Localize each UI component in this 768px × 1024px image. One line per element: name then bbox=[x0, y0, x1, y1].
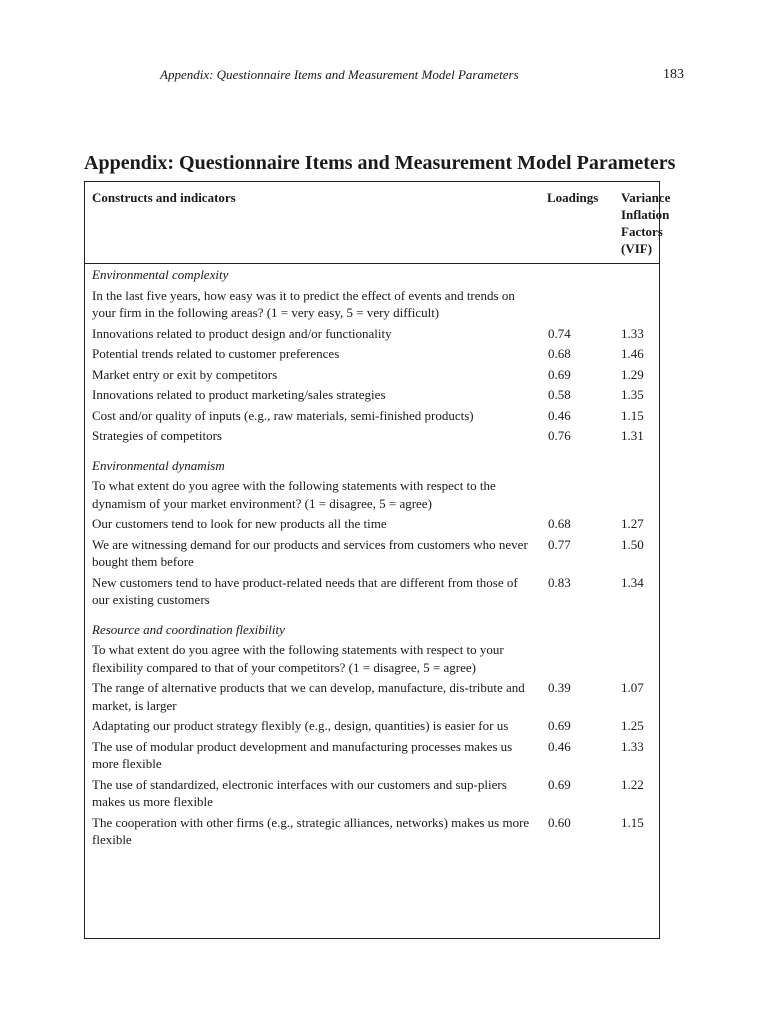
page-number: 183 bbox=[663, 67, 684, 82]
table-row bbox=[92, 386, 652, 404]
indicator-text: The use of modular product development and manufacturing processes makes us more flexible bbox=[92, 738, 513, 771]
column-header-vif bbox=[621, 189, 681, 257]
loading-value: 0.69 bbox=[548, 718, 571, 733]
section-heading: Resource and coordination flexibility bbox=[92, 621, 285, 637]
vif-value: 1.34 bbox=[621, 574, 644, 590]
loading-value: 0.46 bbox=[548, 407, 571, 423]
table-header bbox=[85, 182, 671, 264]
running-header bbox=[160, 67, 684, 83]
vif-value: 1.25 bbox=[621, 718, 644, 733]
table-row bbox=[92, 717, 652, 735]
table-row bbox=[92, 574, 652, 609]
loading-value: 0.76 bbox=[548, 428, 571, 443]
section-intro: In the last five years, how easy was it to predict the effect of events and trends on your firm in the following areas? (1 = very easy, 5 = very difficult) bbox=[92, 287, 515, 320]
vif-value: 1.46 bbox=[621, 346, 644, 361]
table-row bbox=[92, 345, 652, 363]
loading-value: 0.58 bbox=[548, 387, 571, 402]
loading-value: 0.60 bbox=[548, 814, 571, 830]
loading-value: 0.69 bbox=[548, 366, 571, 382]
indicator-text: The use of standardized, electronic interfaces with our customers and sup-pliers makes us more flexible bbox=[92, 776, 507, 809]
table-row bbox=[92, 738, 652, 773]
section-heading: Environmental complexity bbox=[92, 267, 229, 282]
loading-value: 0.77 bbox=[548, 536, 571, 552]
vif-header-line: Factors bbox=[621, 224, 663, 239]
loading-value: 0.69 bbox=[548, 776, 571, 792]
vif-header-line: Variance bbox=[621, 190, 671, 205]
indicator-text: Our customers tend to look for new products all the time bbox=[92, 516, 387, 531]
table-row bbox=[92, 325, 652, 343]
vif-value: 1.50 bbox=[621, 536, 644, 552]
indicator-text: The range of alternative products that we can develop, manufacture, dis-tribute and market, is larger bbox=[92, 680, 525, 713]
parameters-table bbox=[84, 181, 671, 939]
indicator-text: Potential trends related to customer preferences bbox=[92, 346, 340, 361]
page-title: Appendix: Questionnaire Items and Measurement Model Parameters bbox=[84, 152, 676, 174]
vif-value: 1.33 bbox=[621, 738, 644, 754]
table-row bbox=[92, 515, 652, 533]
indicator-text: The cooperation with other firms (e.g., strategic alliances, networks) makes us more flexible bbox=[92, 814, 530, 847]
table-row bbox=[92, 679, 652, 714]
table-row bbox=[92, 814, 652, 849]
table-body bbox=[92, 266, 652, 852]
indicator-text: Strategies of competitors bbox=[92, 428, 222, 443]
column-header-loadings: Loadings bbox=[547, 190, 599, 205]
vif-value: 1.31 bbox=[621, 428, 644, 443]
loading-value: 0.68 bbox=[548, 346, 571, 361]
loading-value: 0.74 bbox=[548, 325, 571, 341]
loading-value: 0.83 bbox=[548, 574, 571, 590]
vif-value: 1.22 bbox=[621, 776, 644, 792]
vif-value: 1.29 bbox=[621, 366, 644, 382]
table-row bbox=[92, 536, 652, 571]
indicator-text: Market entry or exit by competitors bbox=[92, 366, 278, 382]
vif-value: 1.15 bbox=[621, 407, 644, 423]
vif-value: 1.07 bbox=[621, 680, 644, 695]
section-intro: To what extent do you agree with the following statements with respect to the dynamism of your market environment? (1 = disagree, 5 = agree) bbox=[92, 478, 496, 511]
section-heading: Environmental dynamism bbox=[92, 457, 225, 473]
vif-header-line: (VIF) bbox=[621, 241, 653, 256]
running-title: Appendix: Questionnaire Items and Measurement Model Parameters bbox=[160, 67, 519, 82]
indicator-text: New customers tend to have product-related needs that are different from those of our existing customers bbox=[92, 574, 518, 607]
section-intro: To what extent do you agree with the following statements with respect to your flexibility compared to that of your competitors? (1 = disagree, 5 = agree) bbox=[92, 642, 504, 675]
loading-value: 0.46 bbox=[548, 738, 571, 754]
indicator-text: We are witnessing demand for our products and services from customers who never bought them before bbox=[92, 536, 528, 569]
indicator-text: Adaptating our product strategy flexibly (e.g., design, quantities) is easier for us bbox=[92, 718, 509, 733]
indicator-text: Cost and/or quality of inputs (e.g., raw materials, semi-finished products) bbox=[92, 407, 474, 423]
loading-value: 0.68 bbox=[548, 516, 571, 531]
table-row bbox=[92, 427, 652, 445]
vif-value: 1.35 bbox=[621, 387, 644, 402]
indicator-text: Innovations related to product design and/or functionality bbox=[92, 325, 392, 341]
vif-value: 1.33 bbox=[621, 325, 644, 341]
vif-header-line: Inflation bbox=[621, 207, 670, 222]
column-header-constructs: Constructs and indicators bbox=[92, 190, 236, 205]
vif-value: 1.27 bbox=[621, 516, 644, 531]
vif-value: 1.15 bbox=[621, 814, 644, 830]
table-row bbox=[92, 776, 652, 811]
indicator-text: Innovations related to product marketing/sales strategies bbox=[92, 387, 386, 402]
table-row bbox=[92, 407, 652, 425]
table-row bbox=[92, 366, 652, 384]
loading-value: 0.39 bbox=[548, 680, 571, 695]
